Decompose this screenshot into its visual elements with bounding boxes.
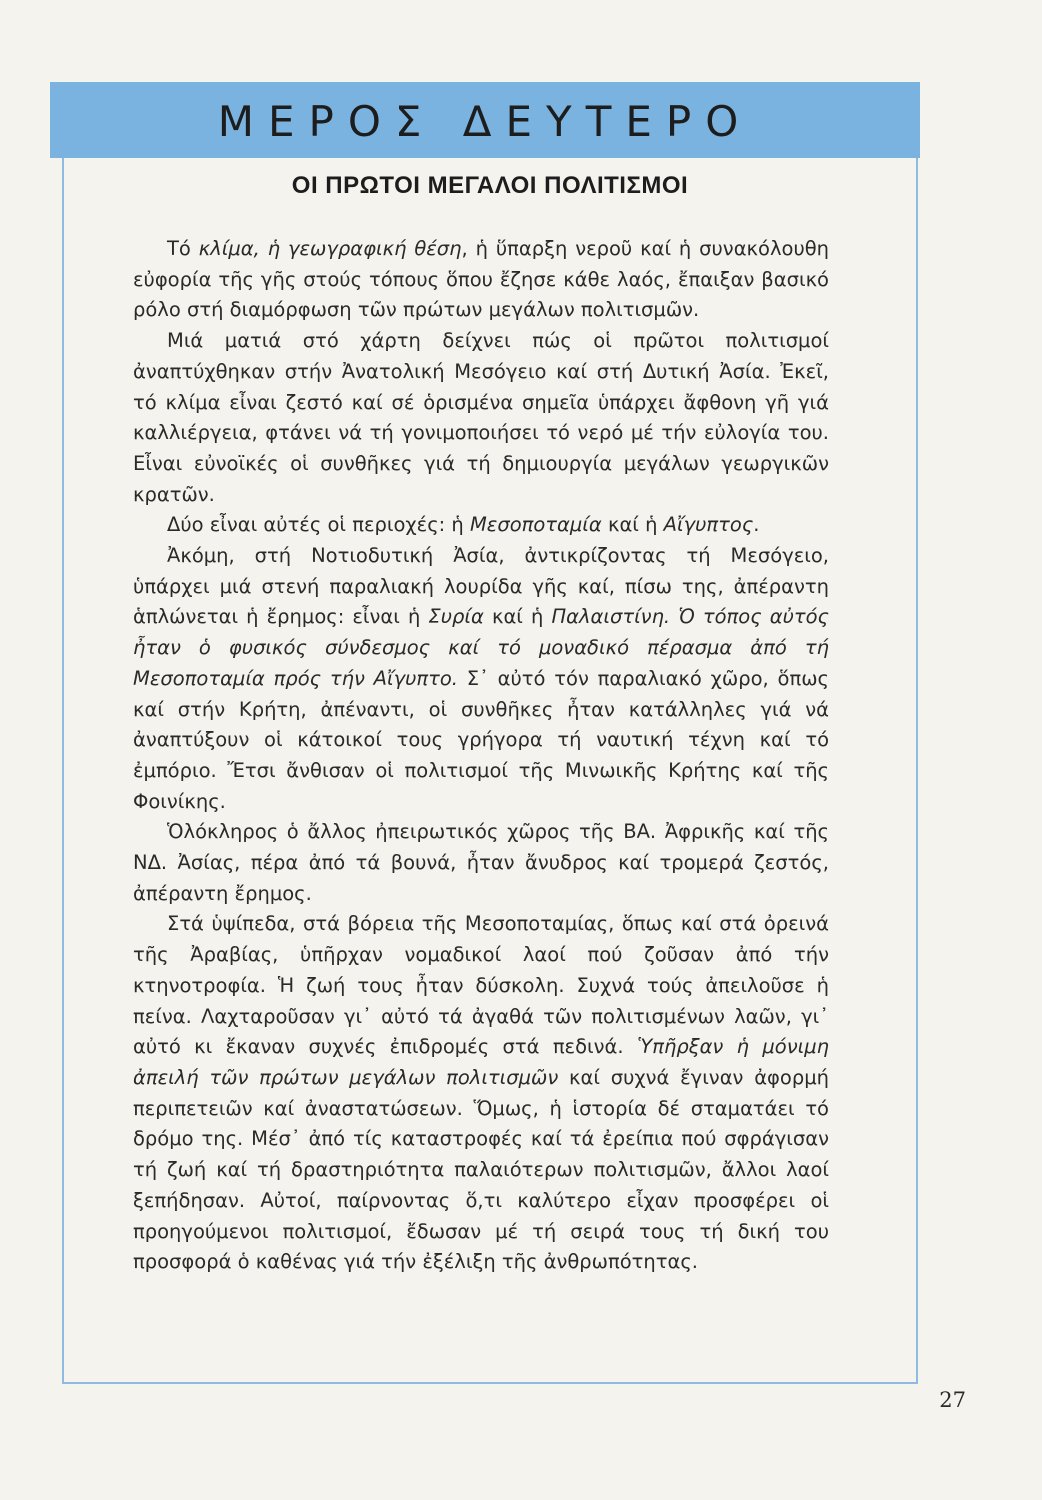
- paragraph-text: καί ἡ: [483, 605, 552, 629]
- part-banner: [50, 82, 920, 158]
- paragraph-text: Ἀκόμη, στή Νοτιοδυτική Ἀσία, ἀντικρίζοντας τή Μεσόγειο, ὑπάρχει μιά στενή παραλιακή λουρίδα γῆς καί, πίσω της, ἀπέραντη ἁπλώνεται ἡ ἔρημος: εἶναι ἡ: [133, 544, 829, 629]
- emphasized-text: Αἴγυπτος: [663, 513, 754, 537]
- emphasized-text: Μεσοποταμία: [469, 513, 602, 537]
- body-paragraph: [133, 510, 829, 541]
- paragraph-text: Σ᾽ αὐτό τόν παραλιακό χῶρο, ὅπως καί στήν Κρήτη, ἀπέναντι, οἱ συνθῆκες ἦταν κατάλληλες γιά νά ἀναπτύξουν οἱ κάτοικοί τους γρήγορα τή ναυτική τέχνη καί τό ἐμπόριο. Ἔτσι ἄνθισαν οἱ πολιτισμοί τῆς Μινωικῆς Κρήτης καί τῆς Φοινίκης.: [133, 666, 829, 813]
- emphasized-text: Ὑπῆρξαν ἡ μόνιμη ἀπειλή τῶν πρώτων μεγάλων πολιτισμῶν: [133, 1035, 829, 1089]
- paragraph-text: Στά ὑψίπεδα, στά βόρεια τῆς Μεσοποταμίας, ὅπως καί στά ὀρεινά τῆς Ἀραβίας, ὑπῆρχαν νομαδικοί λαοί πού ζοῦσαν ἀπό τήν κτηνοτροφία. Ἡ ζωή τους ἦταν δύσκολη. Συχνά τούς ἀπειλοῦσε ἡ πείνα. Λαχταροῦσαν γι᾽ αὐτό τά ἀγαθά τῶν πολιτισμένων λαῶν, γι᾽ αὐτό κι ἔκαναν συχνές ἐπιδρομές στά πεδινά.: [133, 912, 829, 1059]
- chapter-body: [133, 234, 829, 1278]
- emphasized-text: Παλαιστίνη. Ὁ τόπος αὐτός ἦταν ὁ φυσικός σύνδεσμος καί τό μοναδικό πέρασμα ἀπό τή Μεσοποταμία πρός τήν Αἴγυπτο.: [133, 605, 829, 690]
- chapter-title: ΟΙ ΠΡΩΤΟΙ ΜΕΓΑΛΟΙ ΠΟΛΙΤΙΣΜΟΙ: [291, 172, 689, 199]
- paragraph-text: Μιά ματιά στό χάρτη δείχνει πώς οἱ πρῶτοι πολιτισμοί ἀναπτύχθηκαν στήν Ἀνατολική Μεσόγειο καί στή Δυτική Ἀσία. Ἐκεῖ, τό κλίμα εἶναι ζεστό καί σέ ὁρισμένα σημεῖα ὑπάρχει ἄφθονη γῆ γιά καλλιέργεια, φτάνει νά τή γονιμοποιήσει τό νερό μέ τήν εὐλογία του. Εἶναι εὐνοϊκές οἱ συνθῆκες γιά τή δημιουργία μεγάλων γεωργικῶν κρατῶν.: [133, 329, 829, 506]
- body-paragraph: [133, 909, 829, 1277]
- paragraph-text: Τό: [167, 237, 199, 260]
- emphasized-text: κλίμα, ἡ γεωγραφική θέση: [198, 237, 462, 260]
- paragraph-text: .: [753, 513, 760, 537]
- body-paragraph: [133, 234, 829, 326]
- body-paragraph: [133, 817, 829, 909]
- part-title: ΜΕΡΟΣ ΔΕΥΤΕΡΟ: [217, 97, 753, 146]
- body-paragraph: [133, 326, 829, 510]
- paragraph-text: καί συχνά ἔγιναν ἀφορμή περιπετειῶν καί ἀναστατώσεων. Ὅμως, ἡ ἱστορία δέ σταματάει τό δρόμο της. Μέσ᾽ ἀπό τίς καταστροφές καί τά ἐρείπια πού σφράγισαν τή ζωή καί τή δραστηριότητα παλαιότερων πολιτισμῶν, ἄλλοι λαοί ξεπήδησαν. Αὐτοί, παίρνοντας ὅ,τι καλύτερο εἶχαν προσφέρει οἱ προηγούμενοι πολιτισμοί, ἔδωσαν μέ τή σειρά τους τή δική του προσφορά ὁ καθένας γιά τήν ἐξέλιξη τῆς ἀνθρωπότητας.: [133, 1065, 829, 1274]
- paragraph-text: Δύο εἶναι αὐτές οἱ περιοχές: ἡ: [167, 513, 470, 537]
- emphasized-text: Συρία: [428, 605, 484, 629]
- page-number: 27: [939, 1388, 966, 1412]
- paragraph-text: καί ἡ: [601, 513, 664, 537]
- paragraph-text: Ὁλόκληρος ὁ ἄλλος ἠπειρωτικός χῶρος τῆς ΒΑ. Ἀφρικῆς καί τῆς ΝΔ. Ἀσίας, πέρα ἀπό τά βουνά, ἦταν ἄνυδρος καί τρομερά ζεστός, ἀπέραντη ἔρημος.: [133, 820, 829, 905]
- paragraph-text: , ἡ ὕπαρξη νεροῦ καί ἡ συνακόλουθη εὐφορία τῆς γῆς στούς τόπους ὅπου ἔζησε κάθε λαός, ἔπαιξαν βασικό ρόλο στή διαμόρφωση τῶν πρώτων μεγάλων πολιτισμῶν.: [133, 237, 830, 322]
- body-paragraph: [133, 541, 829, 817]
